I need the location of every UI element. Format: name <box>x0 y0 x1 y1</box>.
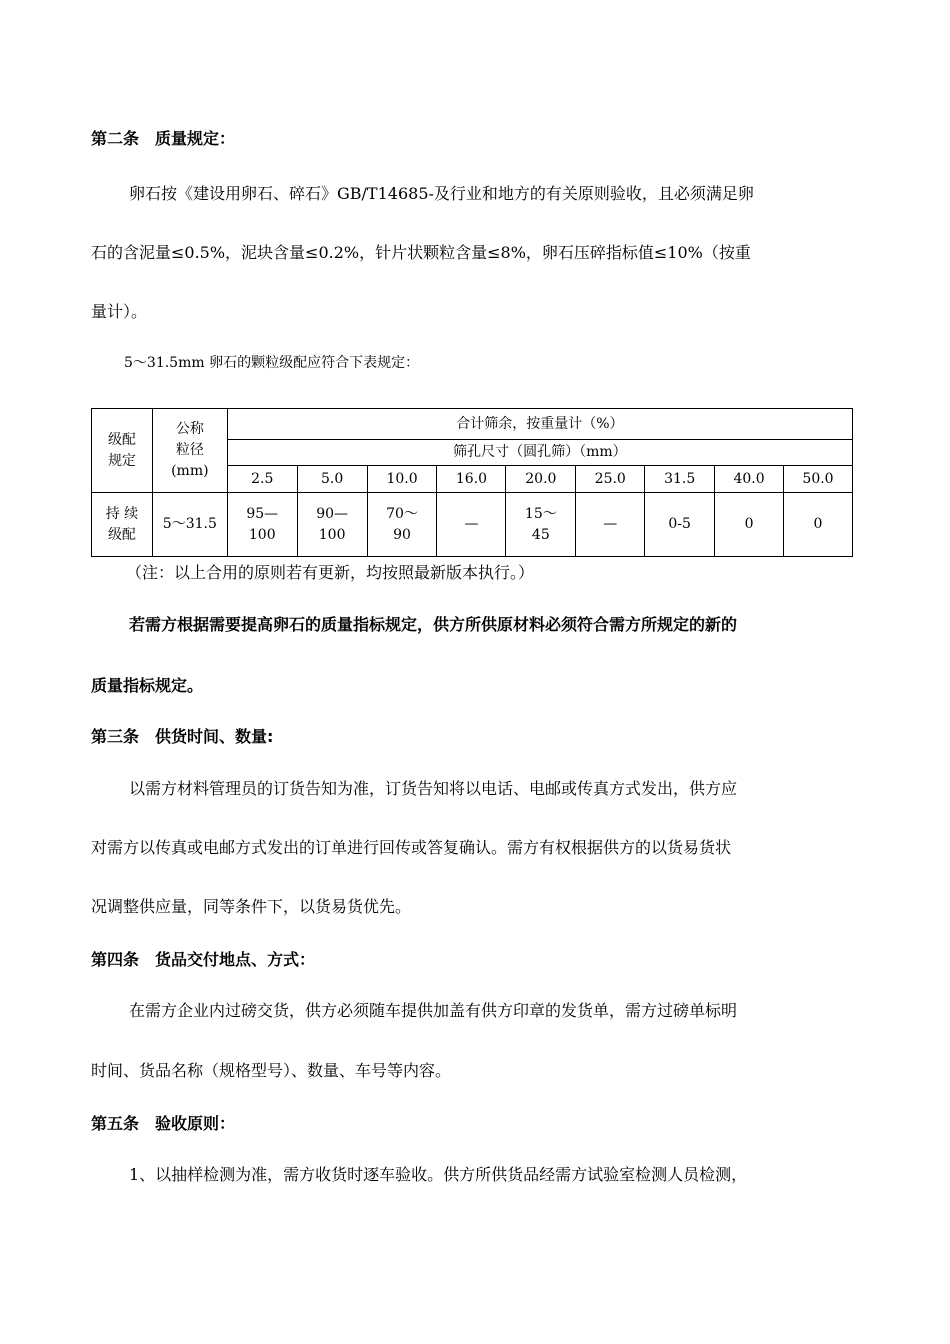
sieve-size-cell: 2.5 <box>227 466 297 493</box>
value-line: 0 <box>744 516 754 532</box>
article-3-para-line-3: 况调整供应量，同等条件下，以货易货优先。 <box>91 897 412 916</box>
value-cell <box>506 493 576 557</box>
value-cell <box>645 493 715 557</box>
value-line: — <box>464 516 479 532</box>
article-3-para-line-1: 以需方材料管理员的订货告知为准，订货告知将以电话、电邮或传真方式发出，供方应 <box>129 779 738 798</box>
article-5-para-line-1: 1、以抽样检测为准，需方收货时逐车验收。供方所供货品经需方试验室检测人员检测， <box>129 1165 748 1184</box>
value-line: 95— <box>246 505 279 522</box>
value-cell <box>715 493 784 557</box>
value-line: 90 <box>393 526 411 543</box>
nominal-size-header-line: (mm) <box>171 463 209 479</box>
article-2-para-line-2: 石的含泥量≤0.5%，泥块含量≤0.2%，针片状颗粒含量≤8%，卵石压碎指标值≤10%（按重 <box>91 243 751 262</box>
bold-para-line-2: 质量指标规定。 <box>91 676 204 695</box>
value-cell <box>297 493 367 557</box>
article-3-para-line-2: 对需方以传真或电邮方式发出的订单进行回传或答复确认。需方有权根据供方的以货易货状 <box>91 838 732 857</box>
table-row <box>92 493 853 557</box>
value-line: — <box>603 516 618 532</box>
nominal-size-header-cell <box>152 409 227 493</box>
value-line: 100 <box>318 526 346 543</box>
article-4-para-line-1: 在需方企业内过磅交货，供方必须随车提供加盖有供方印章的发货单，需方过磅单标明 <box>129 1001 738 1020</box>
row-size-cell: 5～31.5 <box>152 493 227 557</box>
table-intro: 5～31.5mm 卵石的颗粒级配应符合下表规定： <box>124 355 420 371</box>
article-5-heading: 第五条 验收原则： <box>91 1114 236 1133</box>
article-2-para-line-3: 量计）。 <box>91 302 148 321</box>
sieve-size-header: 筛孔尺寸（圆孔筛）（mm） <box>227 440 852 466</box>
value-line: 0 <box>813 516 823 532</box>
cumulative-retained-header: 合计筛余，按重量计（%） <box>227 409 852 440</box>
table-note: （注：以上合用的原则若有更新，均按照最新版本执行。） <box>126 563 535 582</box>
value-line: 70～ <box>386 505 418 522</box>
value-cell <box>576 493 645 557</box>
bold-para-line-1: 若需方根据需要提高卵石的质量指标规定，供方所供原材料必须符合需方所规定的新的 <box>129 615 738 634</box>
article-2-para-line-1: 卵石按《建设用卵石、碎石》GB/T14685-及行业和地方的有关原则验收，且必须满足卵 <box>129 184 754 203</box>
row-label-line: 级配 <box>107 526 136 543</box>
value-cell <box>784 493 853 557</box>
sieve-size-cell: 16.0 <box>437 466 506 493</box>
row-label-cell <box>92 493 153 557</box>
nominal-size-header-line: 公称 <box>175 421 204 437</box>
article-4-heading: 第四条 货品交付地点、方式： <box>91 950 316 969</box>
grading-header-line: 规定 <box>107 452 136 469</box>
sieve-size-cell: 20.0 <box>506 466 576 493</box>
grading-table <box>91 408 853 557</box>
sieve-size-cell: 25.0 <box>576 466 645 493</box>
sieve-size-cell: 40.0 <box>715 466 784 493</box>
article-4-para-line-2: 时间、货品名称（规格型号）、数量、车号等内容。 <box>91 1061 452 1080</box>
sieve-size-cell: 5.0 <box>297 466 367 493</box>
value-line: 45 <box>531 526 550 543</box>
sieve-size-cell: 10.0 <box>367 466 437 493</box>
value-line: 15～ <box>524 505 557 522</box>
row-label-line: 持 续 <box>105 505 139 522</box>
nominal-size-header-line: 粒径 <box>175 442 204 458</box>
value-cell <box>437 493 506 557</box>
value-cell <box>367 493 437 557</box>
value-line: 100 <box>248 526 276 543</box>
value-cell <box>227 493 297 557</box>
value-line: 0-5 <box>668 516 691 532</box>
sieve-size-cell: 50.0 <box>784 466 853 493</box>
article-3-heading: 第三条 供货时间、数量: <box>91 727 274 746</box>
grading-header-line: 级配 <box>107 431 136 448</box>
sieve-size-cell: 31.5 <box>645 466 715 493</box>
article-2-heading: 第二条 质量规定： <box>91 129 236 148</box>
grading-header-cell <box>92 409 153 493</box>
value-line: 90— <box>316 505 349 522</box>
